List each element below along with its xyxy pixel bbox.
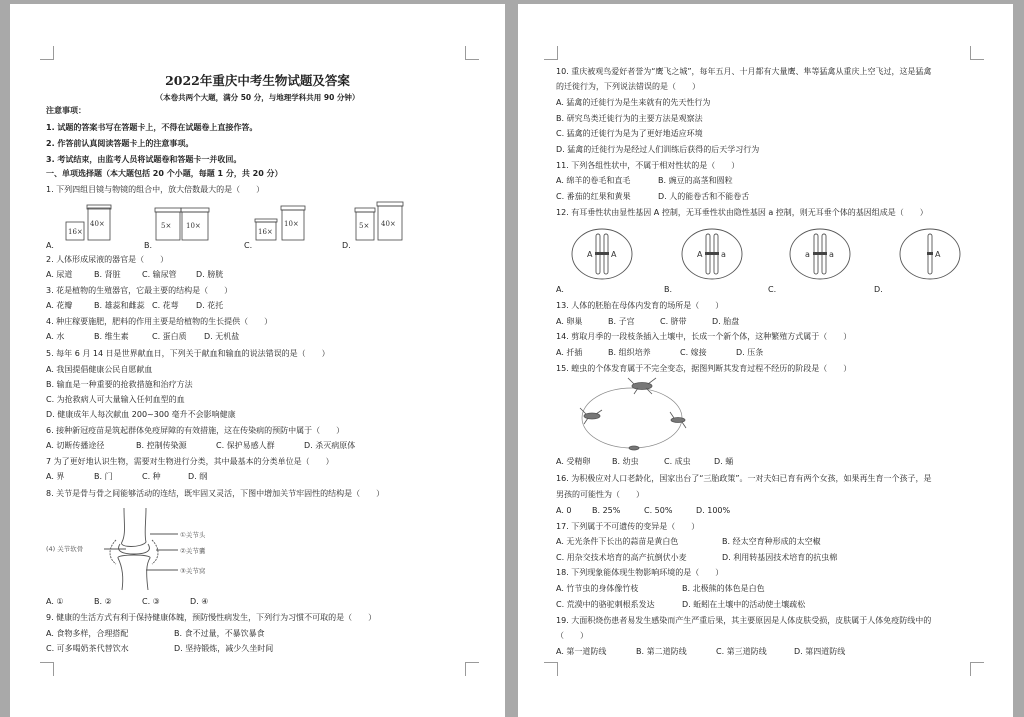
option: A. 第一道防线	[556, 647, 607, 656]
question-5-stem: 5. 每年 6 月 14 日是世界献血日，下列关于献血和输血的说法错误的是（ ）	[46, 349, 330, 358]
option: D. 胎盘	[712, 317, 740, 326]
option: D. 人的能卷舌和不能卷舌	[658, 192, 750, 201]
option: C. 脐带	[660, 317, 687, 326]
option: B. 门	[94, 472, 113, 481]
option: C.	[244, 241, 253, 250]
question-12-stem: 12. 有耳垂性状由显性基因 A 控制，无耳垂性状由隐性基因 a 控制，则无耳垂个体的基因组成是（ ）	[556, 208, 928, 217]
lens-label: 5×	[359, 222, 370, 230]
crop-mark	[544, 662, 558, 676]
option: A.	[556, 285, 564, 294]
crop-mark	[465, 662, 479, 676]
option: C. 猛禽的迁徙行为是为了更好地适应环境	[556, 129, 703, 138]
option: A. 扦插	[556, 348, 583, 357]
option: C. 种	[142, 472, 161, 481]
option: D. 利用转基因技术培育的抗虫棉	[722, 553, 838, 562]
notes-heading: 注意事项：	[46, 106, 86, 115]
crop-mark	[40, 662, 54, 676]
question-14-stem: 14. 剪取月季的一段枝条插入土壤中，长成一个新个体，这种繁殖方式属于（ ）	[556, 332, 852, 341]
option: A. 水	[46, 332, 65, 341]
option: D. 猛禽的迁徙行为是经过人们训练后获得的后天学习行为	[556, 145, 760, 154]
option: A. ①	[46, 597, 64, 606]
lens-label: 40×	[381, 220, 396, 228]
option: C. 用杂交技术培育的高产抗倒伏小麦	[556, 553, 687, 562]
question-1-stem: 1. 下列四组目镜与物镜的组合中，放大倍数最大的是（ ）	[46, 185, 265, 194]
option: A.	[46, 241, 54, 250]
question-8-stem: 8. 关节是骨与骨之间能够活动的连结，既牢固又灵活，下图中增加关节牢固性的结构是（ ）	[46, 489, 385, 498]
question-11-stem: 11. 下列各组性状中，不属于相对性状的是（ ）	[556, 161, 740, 170]
option: A. 猛禽的迁徙行为是生来就有的先天性行为	[556, 98, 711, 107]
question-18-stem: 18. 下列现象能体现生物影响环境的是（ ）	[556, 568, 724, 577]
option: A. 受精卵	[556, 457, 591, 466]
crop-mark	[465, 46, 479, 60]
question-17-stem: 17. 下列属于不可遗传的变异是（ ）	[556, 522, 700, 531]
option: B. 组织培养	[608, 348, 651, 357]
gene-label: a	[721, 250, 726, 259]
question-7-stem: 7 为了更好地认识生物，需要对生物进行分类，其中最基本的分类单位是（ ）	[46, 457, 334, 466]
option: D. 坚持锻炼，减少久坐时间	[174, 644, 274, 653]
option: B. 研究鸟类迁徙行为的主要方法是观察法	[556, 114, 703, 123]
question-13-stem: 13. 人体的胚胎在母体内发育的场所是（ ）	[556, 301, 724, 310]
lens-label: 10×	[186, 222, 201, 230]
question-10-stem-line1: 10. 重庆被观鸟爱好者誉为“鹰飞之城”，每年五月、十月都有大量鹰、隼等猛禽从重庆上空飞过，这是猛禽	[556, 67, 932, 76]
option: B. ②	[94, 597, 112, 606]
option: D. 膀胱	[196, 270, 224, 279]
document-subtitle: （本卷共两个大题，满分 50 分，与地理学科共用 90 分钟）	[155, 93, 360, 102]
option: D. 蚯蚓在土壤中的活动使土壤疏松	[682, 600, 806, 609]
gene-label: A	[697, 250, 703, 259]
option: B. 经太空育种形成的太空椒	[722, 537, 821, 546]
page-right	[518, 4, 1013, 717]
question-19-stem-line2: （ ）	[556, 631, 588, 640]
option: A. 卵巢	[556, 317, 583, 326]
gene-label: A	[587, 250, 593, 259]
crop-mark	[40, 46, 54, 60]
option: D. 健康成年人每次献血 200~300 毫升不会影响健康	[46, 410, 236, 419]
option: D. 压条	[736, 348, 764, 357]
option: A. 绵羊的卷毛和直毛	[556, 176, 631, 185]
question-10-stem-line2: 的迁徙行为，下列说法错误的是（ ）	[556, 82, 700, 91]
note-item: 3. 考试结束，由监考人员将试题卷和答题卡一并收回。	[46, 155, 242, 164]
option: A. 0	[556, 506, 572, 515]
option: C. 50%	[644, 506, 673, 515]
figure-label: ③关节窝	[180, 567, 206, 575]
option: B. 雄蕊和雌蕊	[94, 301, 145, 310]
option: D. 100%	[696, 506, 731, 515]
option: A. 界	[46, 472, 65, 481]
option: A. 我国提倡健康公民自愿献血	[46, 365, 153, 374]
option: C. 成虫	[664, 457, 691, 466]
option: D.	[874, 285, 883, 294]
lens-figure	[60, 198, 420, 246]
option: C. 第三道防线	[716, 647, 767, 656]
question-16-stem-line2: 男孩的可能性为（ ）	[556, 490, 644, 499]
option: B.	[664, 285, 673, 294]
option: D.	[342, 241, 351, 250]
gene-label: A	[611, 250, 617, 259]
question-6-stem: 6. 接种新冠疫苗是筑起群体免疫屏障的有效措施，这在传染病的预防中属于（ ）	[46, 426, 345, 435]
option: D. 花托	[196, 301, 224, 310]
option: D. 蛹	[714, 457, 734, 466]
option: B.	[144, 241, 153, 250]
lens-label: 40×	[90, 220, 105, 228]
option: B. 北极熊的体色是白色	[682, 584, 765, 593]
option: B. 幼虫	[612, 457, 639, 466]
option: A. 竹节虫的身体像竹枝	[556, 584, 639, 593]
gene-figure	[566, 226, 976, 282]
figure-label: (4) 关节软骨	[46, 545, 84, 553]
option: D. 纲	[188, 472, 208, 481]
crop-mark	[970, 662, 984, 676]
gene-label: a	[829, 250, 834, 259]
question-2-stem: 2. 人体形成尿液的器官是（ ）	[46, 255, 169, 264]
note-item: 2. 作答前认真阅读答题卡上的注意事项。	[46, 139, 194, 148]
option: B. 控制传染源	[136, 441, 187, 450]
option: C. 输尿管	[142, 270, 177, 279]
crop-mark	[970, 46, 984, 60]
gene-label: A	[935, 250, 941, 259]
question-9-stem: 9. 健康的生活方式有利于保持健康体魄，预防慢性病发生，下列行为习惯不可取的是（ ）	[46, 613, 377, 622]
lens-label: 16×	[68, 228, 83, 236]
option: D. 无机盐	[204, 332, 240, 341]
option: B. 豌豆的高茎和圆粒	[658, 176, 733, 185]
option: C. 蛋白质	[152, 332, 187, 341]
figure-label: ②关节囊	[180, 547, 206, 555]
figure-label: ①关节头	[180, 531, 206, 539]
option: C. 荒漠中的骆驼刺根系发达	[556, 600, 655, 609]
lens-label: 10×	[284, 220, 299, 228]
option: D. 第四道防线	[794, 647, 846, 656]
document-title: 2022年重庆中考生物试题及答案	[165, 73, 350, 88]
option: B. 食不过量，不暴饮暴食	[174, 629, 265, 638]
option: A. 尿道	[46, 270, 73, 279]
option: A. 食物多样，合理搭配	[46, 629, 129, 638]
option: C. 花萼	[152, 301, 179, 310]
option: C. ③	[142, 597, 160, 606]
option: C. 保护易感人群	[216, 441, 275, 450]
question-16-stem-line1: 16. 为积极应对人口老龄化，国家出台了“三胎政策”。一对夫妇已育有两个女孩，如果再生育一个孩子，是	[556, 474, 932, 483]
option: C. 番茄的红果和黄果	[556, 192, 631, 201]
gene-label: a	[805, 250, 810, 259]
note-item: 1. 试题的答案书写在答题卡上，不得在试题卷上直接作答。	[46, 123, 258, 132]
option: C. 为抢救病人可大量输入任何血型的血	[46, 395, 185, 404]
option: B. 肾脏	[94, 270, 121, 279]
question-19-stem-line1: 19. 大面积烧伤患者易发生感染而产生严重后果，其主要原因是人体皮肤受损，皮肤属于人体免疫防线中的	[556, 616, 932, 625]
option: A. 花瓣	[46, 301, 73, 310]
question-4-stem: 4. 种庄稼要施肥，肥料的作用主要是给植物的生长提供（ ）	[46, 317, 273, 326]
option: C. 可多喝奶茶代替饮水	[46, 644, 129, 653]
option: A. 切断传播途径	[46, 441, 105, 450]
option: B. 子宫	[608, 317, 635, 326]
joint-figure	[46, 504, 246, 592]
option: A. 无光条件下长出的蒜苗是黄白色	[556, 537, 679, 546]
section-heading: 一、单项选择题（本大题包括 20 个小题，每题 1 分，共 20 分）	[46, 169, 283, 178]
page-left	[10, 4, 505, 717]
question-15-stem: 15. 蝗虫的个体发育属于不完全变态，据图判断其发育过程不经历的阶段是（ ）	[556, 364, 852, 373]
lens-label: 16×	[258, 228, 273, 236]
grasshopper-cycle-figure	[574, 376, 694, 454]
option: C. 嫁接	[680, 348, 707, 357]
option: B. 输血是一种重要的抢救措施和治疗方法	[46, 380, 193, 389]
option: B. 25%	[592, 506, 621, 515]
option: D. 杀灭病原体	[304, 441, 356, 450]
option: D. ④	[190, 597, 209, 606]
option: C.	[768, 285, 777, 294]
option: B. 维生素	[94, 332, 129, 341]
lens-label: 5×	[161, 222, 172, 230]
option: B. 第二道防线	[636, 647, 687, 656]
crop-mark	[544, 46, 558, 60]
question-3-stem: 3. 花是植物的生殖器官，它最主要的结构是（ ）	[46, 286, 233, 295]
